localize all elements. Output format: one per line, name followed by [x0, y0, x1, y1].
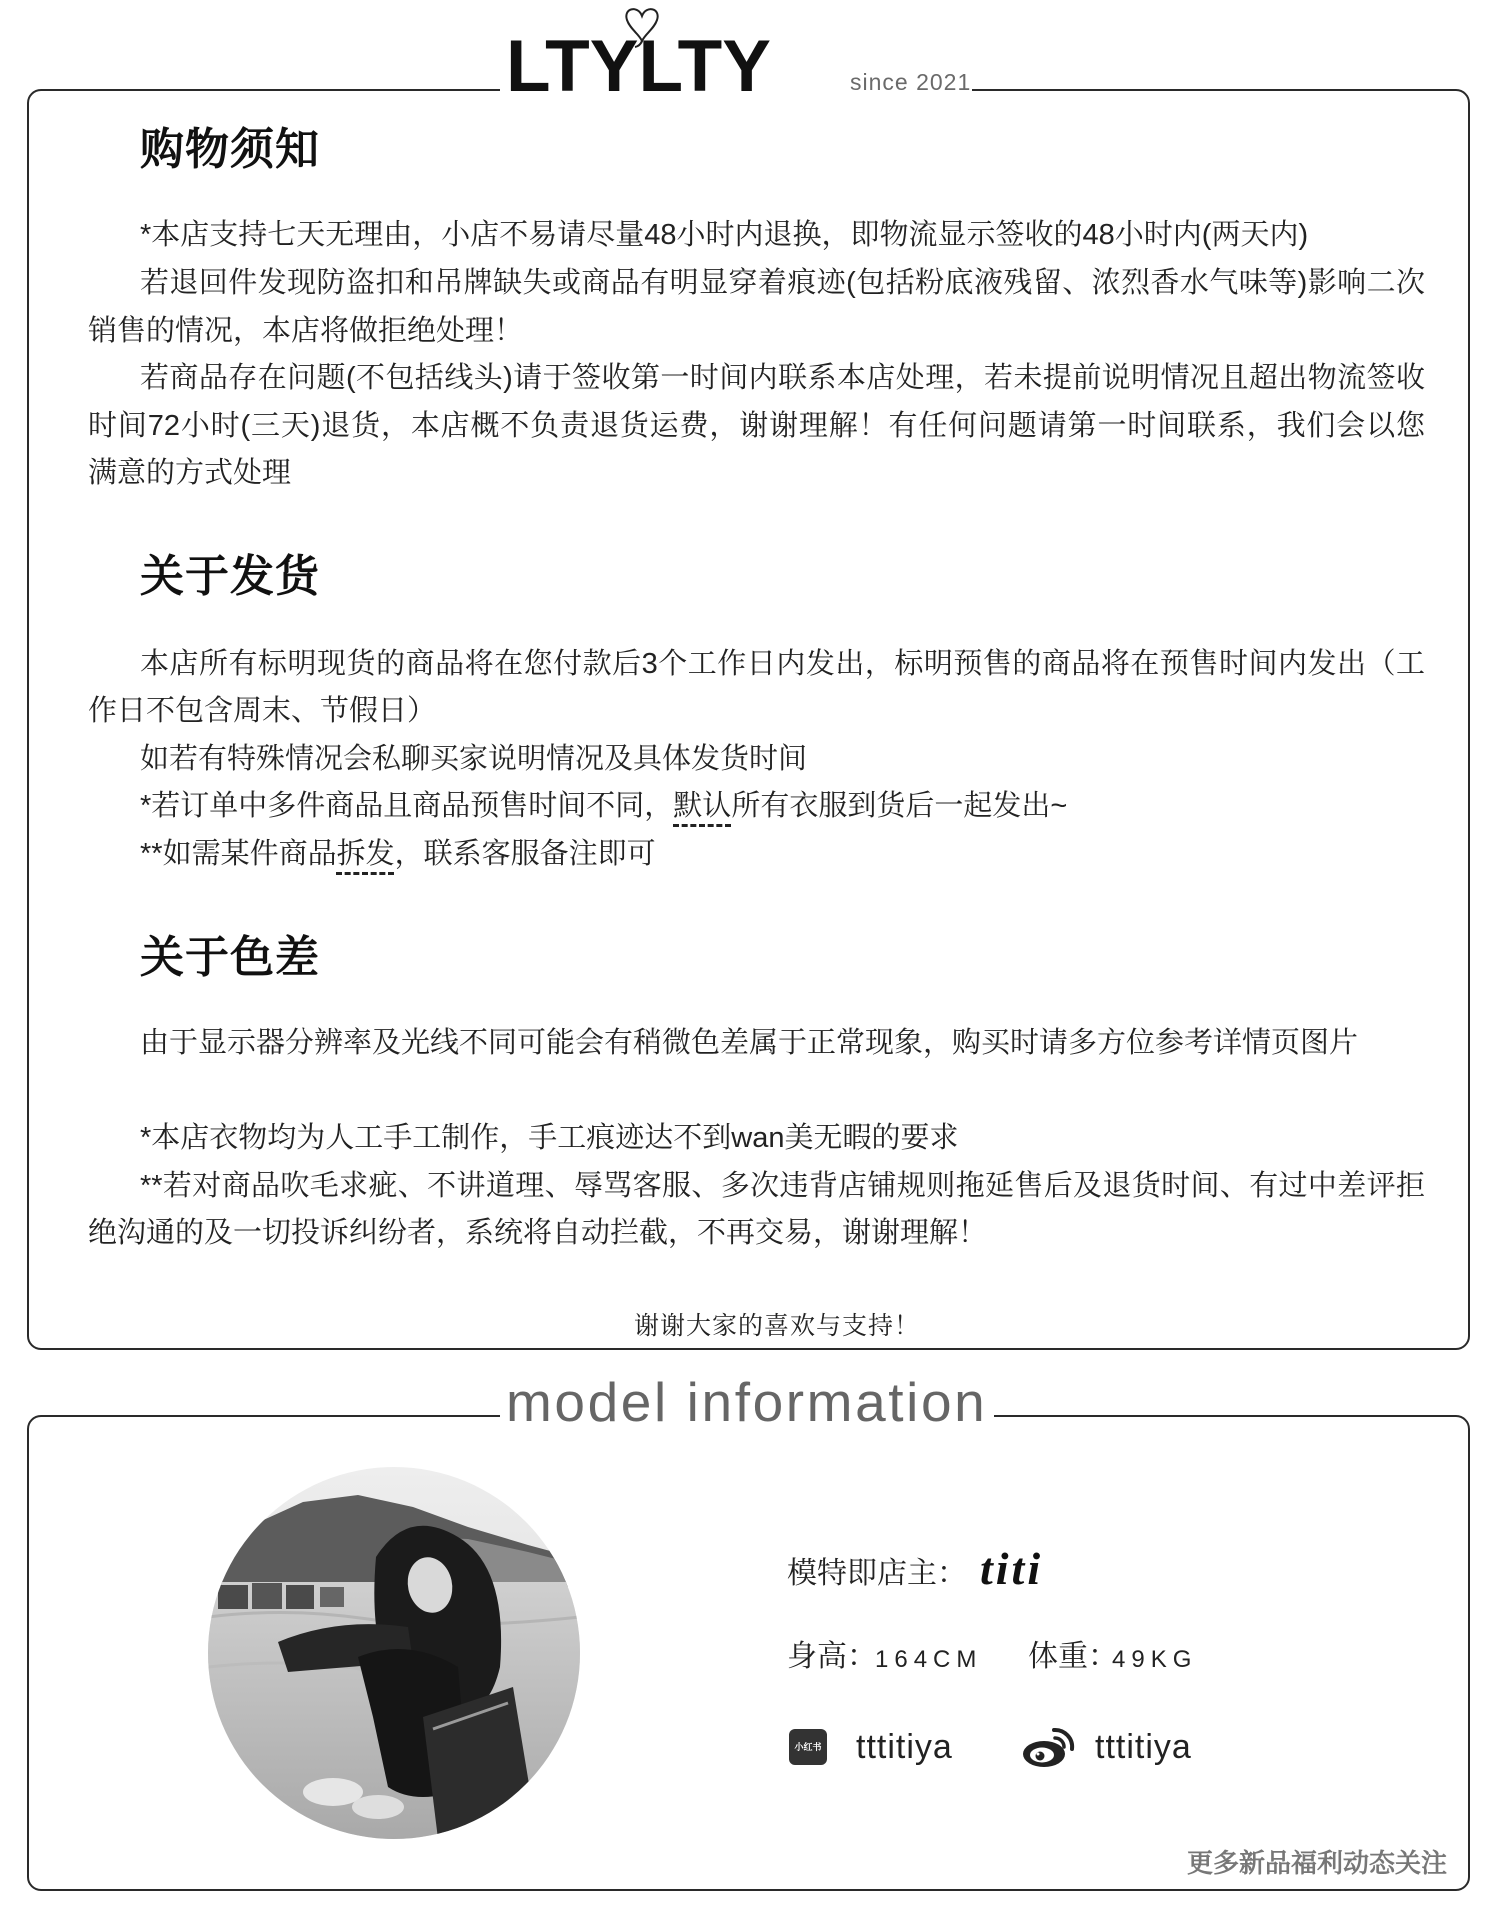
height-value: 164CM — [875, 1646, 983, 1673]
shipping-line — [140, 788, 1425, 824]
color-line: 由于显示器分辨率及光线不同可能会有稍微色差属于正常现象，购买时请多方位参考详情页图片 — [140, 1027, 1359, 1059]
since-year: since 2021 — [850, 69, 972, 95]
weibo-icon — [1020, 1724, 1076, 1770]
thanks-note: 谢谢大家的喜欢与支持！ — [634, 1312, 921, 1340]
emphasis-text: 拆发 — [336, 838, 395, 870]
shipping-line-text: 所有衣服到货后一起发出~ — [731, 790, 1068, 822]
xiaohongshu-icon: 小红书 — [789, 1729, 827, 1765]
model-owner-label: 模特即店主： — [787, 1557, 967, 1590]
emphasis-text: 默认 — [673, 790, 732, 822]
follow-note: 更多新品福利动态关注 — [1187, 1848, 1448, 1878]
shipping-line: 如若有特殊情况会私聊买家说明情况及具体发货时间 — [140, 743, 808, 775]
color-line: *本店衣物均为人工手工制作，手工痕迹达不到wan美无暇的要求 — [140, 1122, 959, 1154]
color-line: **若对商品吹毛求疵、不讲道理、辱骂客服、多次违背店铺规则拖延售后及退货时间、有过中差评拒 — [140, 1170, 1425, 1202]
color-line: 绝沟通的及一切投诉纠纷者，系统将自动拦截，不再交易，谢谢理解！ — [88, 1217, 988, 1249]
heart-icon — [618, 2, 666, 48]
model-section-title: model information — [506, 1371, 988, 1433]
height-label: 身高： — [787, 1640, 877, 1673]
model-name: titi — [980, 1543, 1044, 1594]
shipping-line: 本店所有标明现货的商品将在您付款后3个工作日内发出，标明预售的商品将在预售时间内发出（工 — [140, 648, 1425, 680]
heading-color-difference: 关于色差 — [140, 933, 320, 982]
shipping-line-text: ，联系客服备注即可 — [394, 838, 656, 870]
shipping-line-text: **如需某件商品 — [140, 838, 337, 870]
shopping-line: 满意的方式处理 — [88, 457, 292, 489]
brand-logo: LTYLTY — [506, 26, 771, 107]
heading-shopping: 购物须知 — [140, 125, 320, 174]
shopping-line: 若退回件发现防盗扣和吊牌缺失或商品有明显穿着痕迹(包括粉底液残留、浓烈香水气味等)影响二次 — [140, 267, 1425, 299]
shipping-line — [140, 836, 1425, 872]
xiaohongshu-handle: tttitiya — [856, 1728, 953, 1766]
weibo-handle: tttitiya — [1095, 1728, 1192, 1766]
shopping-line: 若商品存在问题(不包括线头)请于签收第一时间内联系本店处理，若未提前说明情况且超出物流签收 — [140, 362, 1425, 394]
shipping-line: 作日不包含周末、节假日） — [88, 695, 437, 727]
weight-value: 49KG — [1112, 1646, 1198, 1673]
heading-shipping: 关于发货 — [140, 552, 320, 601]
shopping-line: *本店支持七天无理由，小店不易请尽量48小时内退换，即物流显示签收的48小时内(两天内) — [140, 219, 1309, 251]
shipping-line-text: *若订单中多件商品且商品预售时间不同， — [140, 790, 674, 822]
shopping-line: 时间72小时(三天)退货，本店概不负责退货运费，谢谢理解！有任何问题请第一时间联系，我们会以您 — [88, 410, 1425, 442]
photo-scene — [208, 1467, 580, 1839]
shopping-line: 销售的情况，本店将做拒绝处理！ — [88, 315, 524, 347]
model-photo — [208, 1467, 580, 1839]
weight-label: 体重： — [1028, 1640, 1118, 1673]
